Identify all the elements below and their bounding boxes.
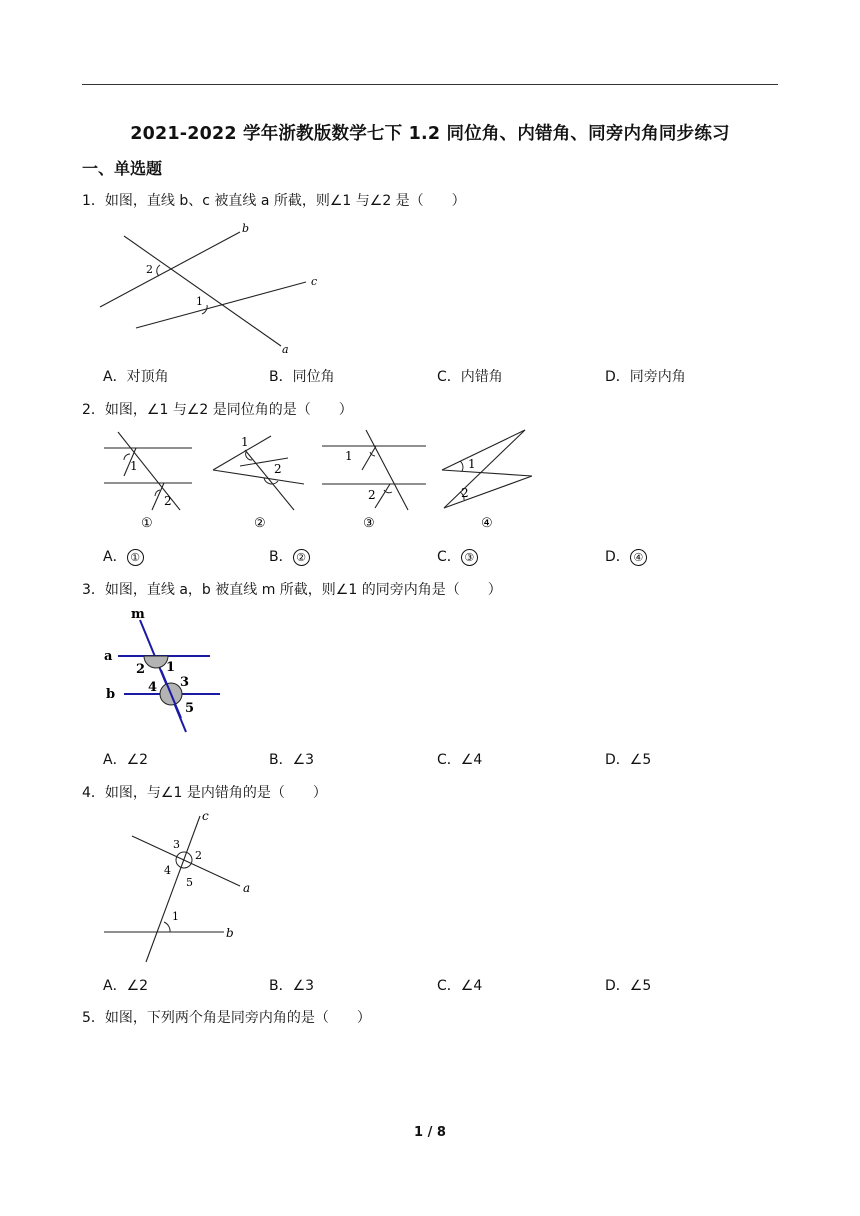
svg-text:③: ③	[363, 516, 375, 531]
option-a[interactable]: A．∠2	[103, 752, 149, 768]
header-rule	[82, 84, 778, 85]
svg-text:1: 1	[172, 910, 179, 923]
svg-text:1: 1	[345, 449, 353, 463]
option-a[interactable]: A． ①	[103, 546, 144, 566]
svg-text:2: 2	[195, 849, 202, 862]
option-b[interactable]: B．同位角	[269, 369, 335, 385]
svg-text:2: 2	[461, 486, 469, 500]
option-b[interactable]: B．∠3	[269, 978, 315, 994]
option-b[interactable]: B． ②	[269, 546, 310, 566]
svg-text:5: 5	[185, 701, 195, 716]
option-c[interactable]: C．内错角	[437, 369, 503, 385]
question-3-stem: 3．如图，直线 a，b 被直线 m 所截，则∠1 的同旁内角是（ ）	[82, 582, 502, 598]
svg-text:5: 5	[186, 876, 193, 889]
svg-text:3: 3	[180, 675, 190, 690]
svg-text:a: a	[243, 881, 250, 895]
option-c[interactable]: C． ③	[437, 546, 478, 566]
option-d[interactable]: D．同旁内角	[605, 369, 686, 385]
section-heading: 一、单选题	[82, 159, 163, 178]
question-1-figure	[96, 220, 326, 362]
svg-text:4: 4	[148, 680, 158, 695]
question-1-stem: 1．如图，直线 b、c 被直线 a 所截，则∠1 与∠2 是（ ）	[82, 193, 466, 209]
option-b[interactable]: B．∠3	[269, 752, 315, 768]
question-4-stem: 4．如图，与∠1 是内错角的是（ ）	[82, 785, 327, 801]
svg-text:①: ①	[141, 516, 153, 531]
svg-text:1: 1	[468, 457, 476, 471]
svg-text:1: 1	[130, 459, 138, 473]
label-b: b	[242, 222, 250, 235]
svg-text:c: c	[202, 809, 209, 823]
option-d[interactable]: D． ④	[605, 546, 647, 566]
figure-4	[442, 430, 532, 531]
svg-text:4: 4	[164, 864, 171, 877]
angle-1-label: 1	[196, 295, 203, 308]
figure-3	[322, 430, 426, 531]
page-title: 2021-2022 学年浙教版数学七下 1.2 同位角、内错角、同旁内角同步练习	[130, 124, 730, 144]
label-a: a	[282, 343, 289, 356]
svg-text:②: ②	[254, 516, 266, 531]
option-a[interactable]: A．对顶角	[103, 369, 169, 385]
label-c: c	[311, 275, 318, 288]
angle-2-label: 2	[146, 263, 153, 276]
svg-text:2: 2	[136, 662, 146, 677]
svg-text:④: ④	[481, 516, 493, 531]
question-3-figure	[100, 604, 230, 742]
page-number: 1 / 8	[414, 1125, 446, 1140]
svg-text:1: 1	[241, 435, 249, 449]
figure-2	[213, 435, 304, 531]
option-d[interactable]: D．∠5	[605, 752, 652, 768]
option-d[interactable]: D．∠5	[605, 978, 652, 994]
option-c[interactable]: C．∠4	[437, 978, 483, 994]
question-2-stem: 2．如图，∠1 与∠2 是同位角的是（ ）	[82, 402, 353, 418]
svg-text:b: b	[106, 687, 116, 702]
svg-text:m: m	[131, 607, 145, 622]
svg-text:2: 2	[368, 488, 376, 502]
svg-text:a: a	[104, 649, 113, 664]
svg-text:2: 2	[274, 462, 282, 476]
question-4-figure	[100, 806, 250, 968]
question-2-figure	[100, 426, 540, 538]
svg-text:1: 1	[166, 660, 176, 675]
figure-1	[104, 432, 192, 531]
option-a[interactable]: A．∠2	[103, 978, 149, 994]
svg-text:3: 3	[173, 838, 180, 851]
question-5-stem: 5．如图，下列两个角是同旁内角的是（ ）	[82, 1010, 371, 1026]
option-c[interactable]: C．∠4	[437, 752, 483, 768]
svg-text:2: 2	[164, 494, 172, 508]
svg-text:b: b	[226, 926, 234, 940]
